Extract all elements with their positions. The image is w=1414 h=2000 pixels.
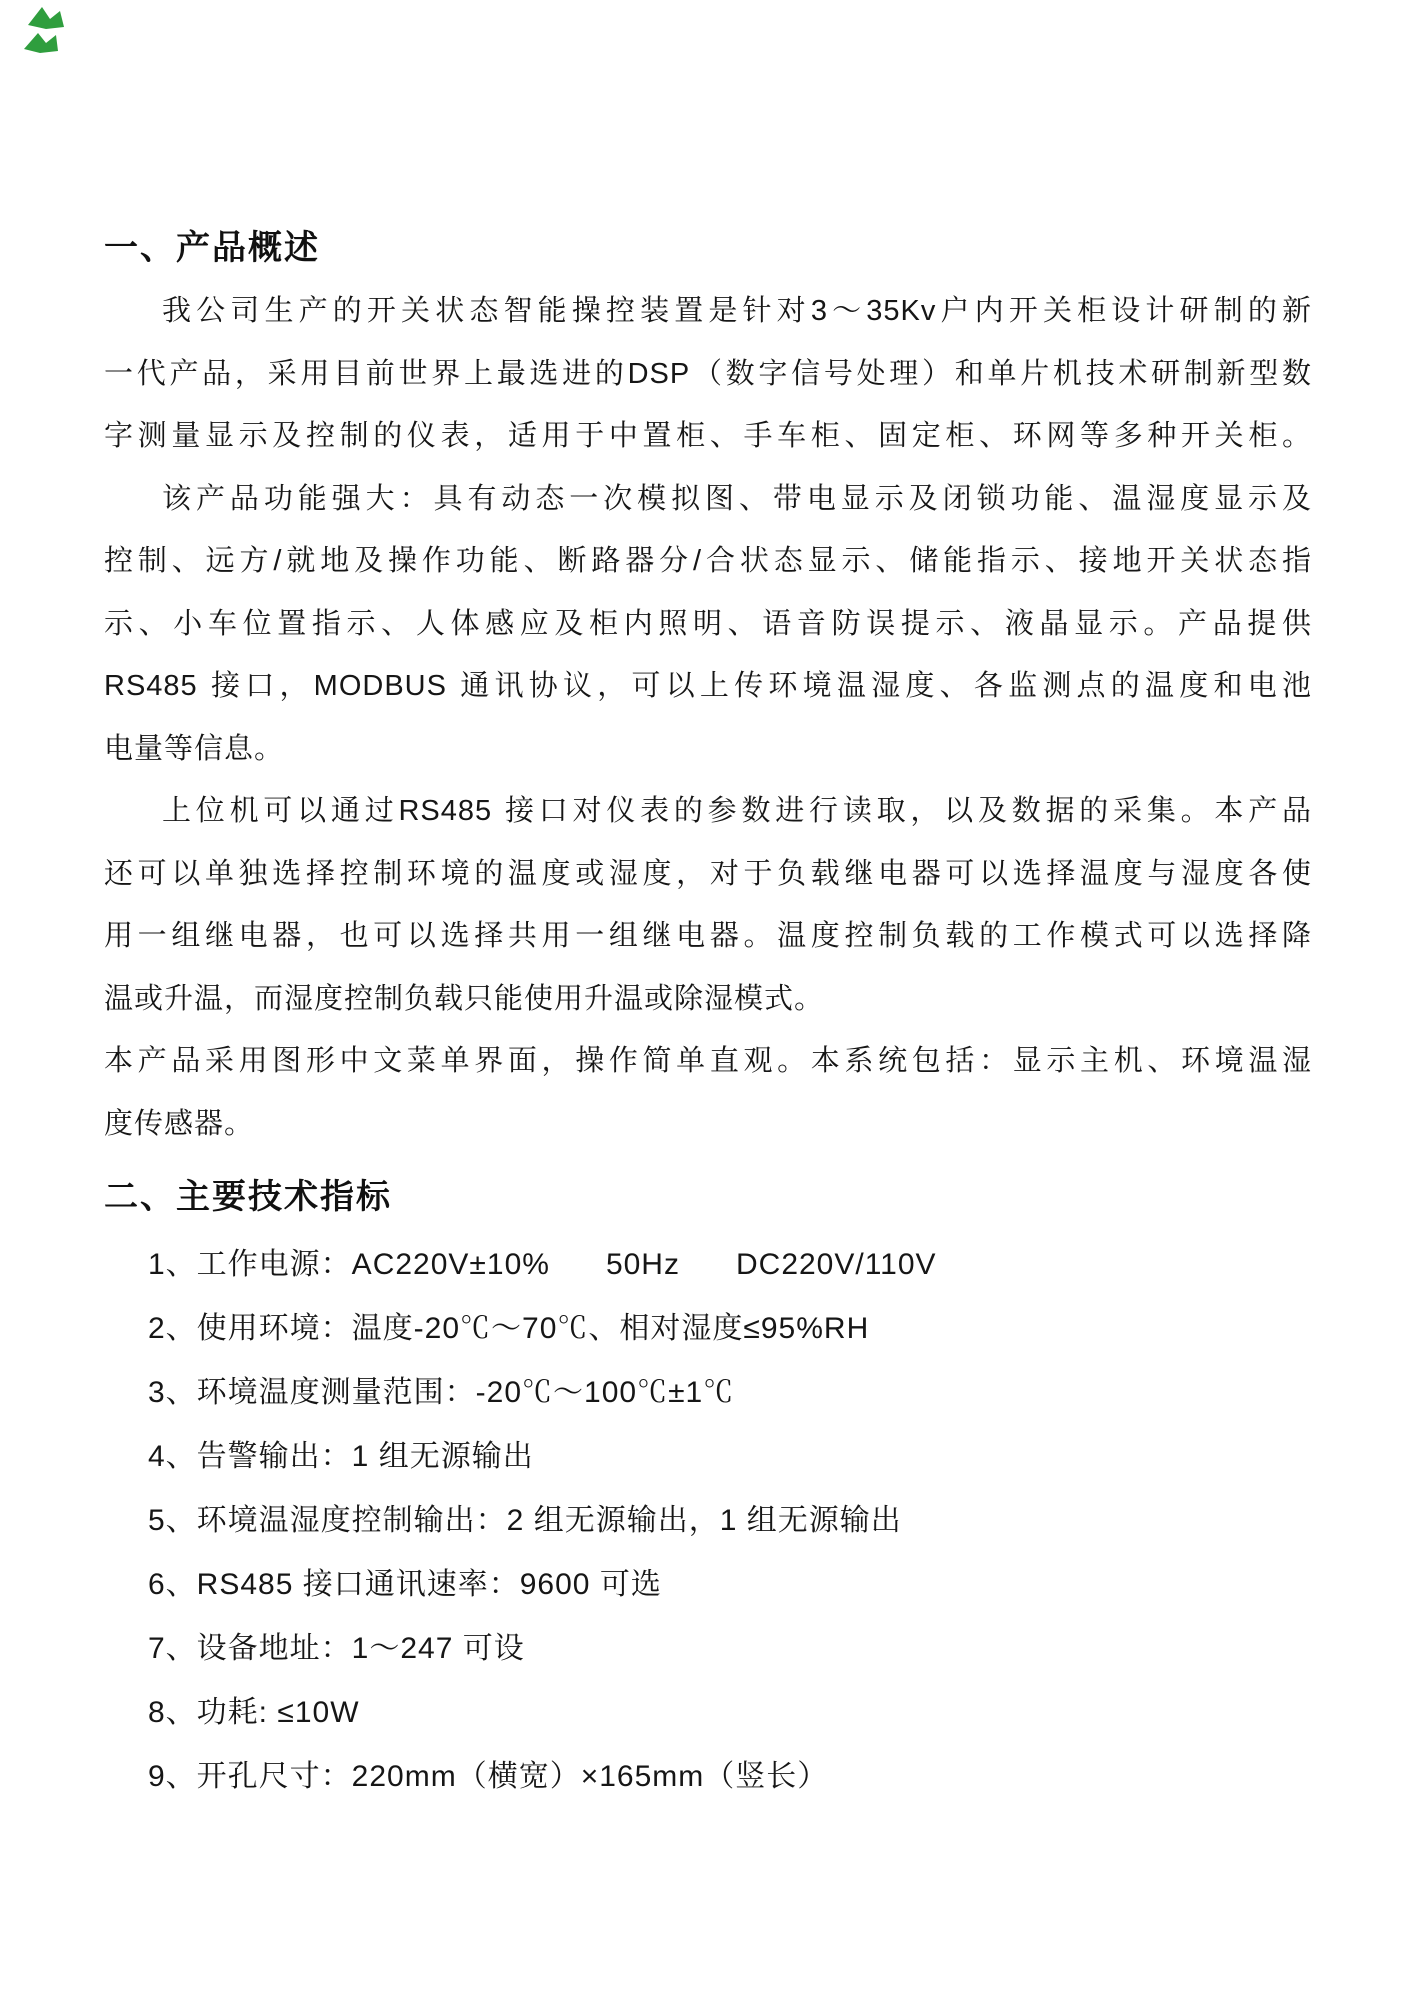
paragraph-line: 温或升温，而湿度控制负载只能使用升温或除湿模式。 [104,982,825,1015]
document-content [104,226,1312,1809]
paragraph-line: 电量等信息。 [104,732,285,765]
spec-item-address: 7、设备地址：1～247 可设 [148,1632,525,1665]
paragraph-line: 用一组继电器，也可以选择共用一组继电器。温度控制负载的工作模式可以选择降 [104,920,1312,952]
spec-item-alarm-output: 4、告警输出：1 组无源输出 [148,1440,534,1473]
paragraph-line: 上位机可以通过RS485 接口对仪表的参数进行读取，以及数据的采集。本产品 [162,795,1312,827]
section-specs-heading: 二、主要技术指标 [104,1178,392,1216]
paragraph-line: 示、小车位置指示、人体感应及柜内照明、语音防误提示、液晶显示。产品提供 [104,607,1312,640]
spec-item-baud-rate: 6、RS485 接口通讯速率：9600 可选 [148,1568,662,1601]
paragraph-line: RS485 接口，MODBUS 通讯协议，可以上传环境温湿度、各监测点的温度和电池 [104,670,1312,702]
paragraph-line: 控制、远方/就地及操作功能、断路器分/合状态显示、储能指示、接地开关状态指 [104,545,1312,577]
spec-list [104,1233,1312,1809]
corner-mark-icon [20,5,80,57]
spec-item-power: 1、工作电源：AC220V±10% 50Hz DC220V/110V [148,1248,937,1281]
paragraph-line: 一代产品，采用目前世界上最选进的DSP（数字信号处理）和单片机技术研制新型数 [104,357,1312,390]
overview-paragraphs [104,280,1312,1155]
paragraph-line: 我公司生产的开关状态智能操控装置是针对3～35Kv户内开关柜设计研制的新 [162,295,1312,327]
paragraph-line: 度传感器。 [104,1107,255,1140]
spec-item-temp-range: 3、环境温度测量范围：-20℃～100℃±1℃ [148,1376,735,1409]
spec-item-cutout-size: 9、开孔尺寸：220mm（横宽）×165mm（竖长） [148,1760,829,1793]
spec-item-environment: 2、使用环境：温度-20℃～70℃、相对湿度≤95%RH [148,1312,870,1345]
paragraph-line: 字测量显示及控制的仪表，适用于中置柜、手车柜、固定柜、环网等多种开关柜。 [104,420,1312,452]
paragraph-line: 本产品采用图形中文菜单界面，操作简单直观。本系统包括：显示主机、环境温湿 [104,1045,1312,1077]
section-overview-heading: 一、产品概述 [104,229,320,267]
paragraph-line: 该产品功能强大：具有动态一次模拟图、带电显示及闭锁功能、温湿度显示及 [162,482,1312,515]
spec-item-power-usage: 8、功耗: ≤10W [148,1696,360,1729]
spec-item-ctrl-output: 5、环境温湿度控制输出：2 组无源输出，1 组无源输出 [148,1504,902,1537]
paragraph-line: 还可以单独选择控制环境的温度或湿度，对于负载继电器可以选择温度与湿度各使 [104,857,1312,890]
